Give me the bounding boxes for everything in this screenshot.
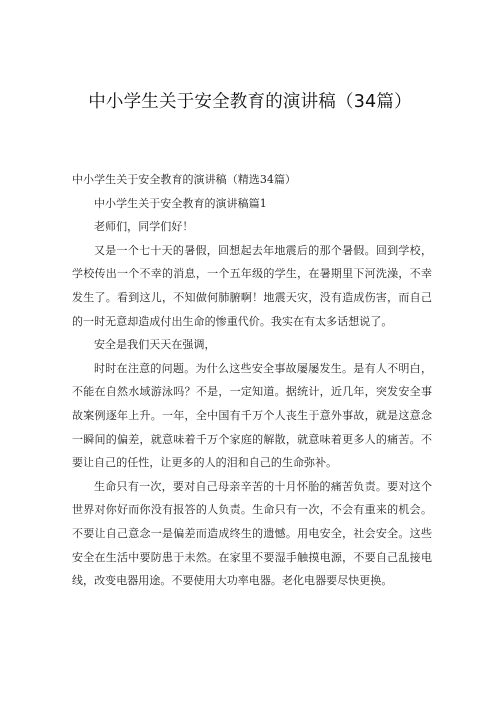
collection-subtitle: 中小学生关于安全教育的演讲稿（精选34篇） — [72, 173, 297, 186]
document-body — [72, 168, 432, 593]
body-paragraph: 时时在注意的问题。为什么这些安全事故屡屡发生。是有人不明白，不能在自然水域游泳吗？不是，一定知道。据统计，近几年，突发安全事故案例逐年上升。一年，全中国有千万个人丧生于意外事故，就是这意念一瞬间的偏差，就意味着千万个家庭的解散，就意味着更多人的痛苦。不要让自己的任性，让更多的人的泪和自己的生命弥补。 — [72, 361, 432, 470]
body-paragraph: 安全是我们天天在强调， — [94, 338, 216, 352]
greeting-paragraph: 老师们，同学们好！ — [94, 220, 194, 234]
section-heading: 中小学生关于安全教育的演讲稿篇1 — [94, 196, 267, 210]
body-paragraph: 生命只有一次，要对自己母亲辛苦的十月怀胎的痛苦负责。要对这个世界对你好而你没有报答的人负责。生命只有一次，不会有重来的机会。不要让自己意念一是偏差而造成终生的遗憾。用电安全，社会安全。这些安全在生活中要防患于未然。在家里不要湿手触摸电源，不要自己乱接电线，改变电器用途。不要使用大功率电器。老化电器要尽快更换。 — [72, 479, 432, 588]
document-title: 中小学生关于安全教育的演讲稿（34篇） — [88, 92, 412, 112]
body-paragraph: 又是一个七十天的暑假，回想起去年地震后的那个暑假。回到学校，学校传出一个不幸的消息，一个五年级的学生，在暑期里下河洗澡，不幸发生了。看到这儿，不知做何肺腑啊！地震天灾，没有造成伤害，而自己的一时无意却造成付出生命的惨重代价。我实在有太多话想说了。 — [72, 243, 432, 328]
